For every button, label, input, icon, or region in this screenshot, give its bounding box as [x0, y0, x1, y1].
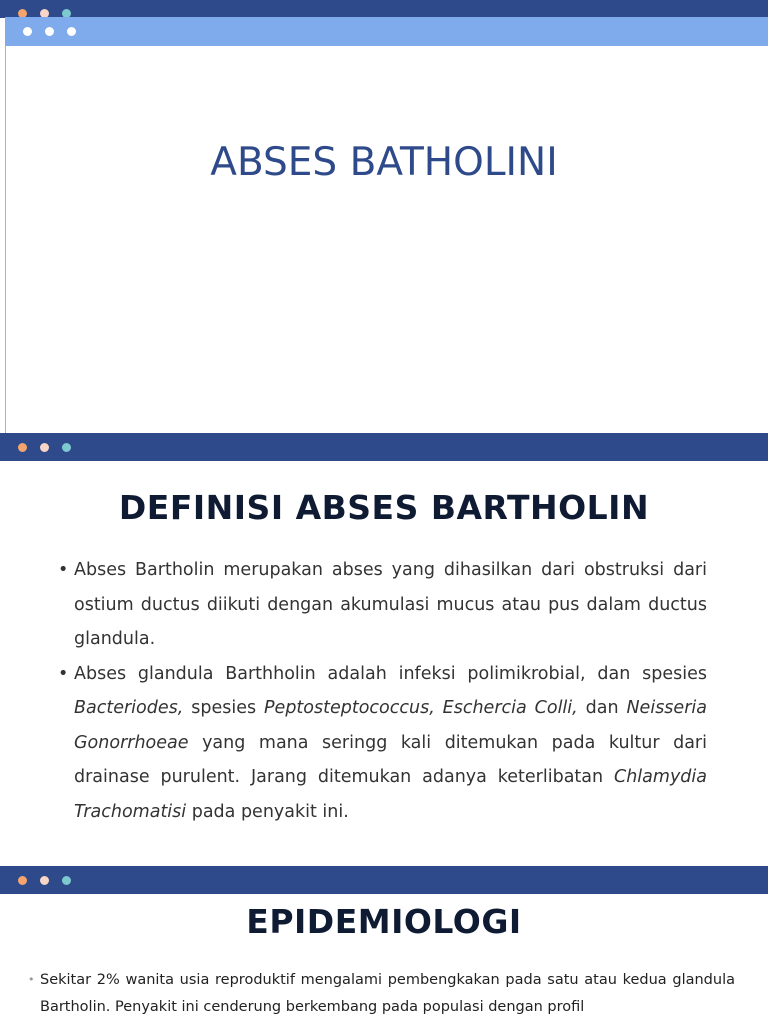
slide-title	[0, 0, 768, 433]
bullet-list	[58, 553, 707, 829]
bullet-text: Abses Bartholin merupakan abses yang dihasilkan dari obstruksi dari ostium ductus diikuti dengan akumulasi mucus atau pus dalam ductus glandula.	[74, 560, 707, 649]
slide-heading: DEFINISI ABSES BARTHOLIN	[118, 488, 650, 527]
slide-heading: EPIDEMIOLOGI	[246, 902, 522, 941]
italic-term: Chlamydia Trachomatisi	[74, 767, 707, 822]
slide-definition	[0, 433, 768, 866]
bullet-text: spesies	[183, 698, 264, 718]
bullet-text: pada penyakit ini.	[186, 801, 349, 822]
white-dot-icon	[23, 27, 32, 36]
white-dot-icon	[45, 27, 54, 36]
italic-term: Bacteriodes,	[74, 698, 184, 718]
bullet-list	[28, 967, 735, 1020]
bullet-text: Abses glandula Barthholin adalah infeksi polimikrobial, dan spesies	[74, 663, 707, 684]
slide-top-band	[0, 866, 768, 894]
slide-title-text: ABSES BATHOLINI	[210, 140, 558, 185]
bullet-item	[58, 553, 707, 657]
slide-top-band	[0, 0, 768, 18]
slide-epidemiology	[0, 866, 768, 1024]
bullet-dot-icon: •	[58, 560, 69, 580]
bullet-text: dan	[577, 698, 627, 718]
italic-term: Neisseria Gonorrhoeae	[74, 698, 707, 753]
italic-term: Peptosteptococcus, Eschercia Colli,	[264, 698, 578, 718]
teal-dot-icon	[62, 876, 71, 885]
slide-header-bar	[5, 17, 768, 46]
slide-top-band	[0, 433, 768, 461]
pink-dot-icon	[40, 876, 49, 885]
white-dot-icon	[67, 27, 76, 36]
bullet-dot-icon: •	[58, 663, 69, 684]
orange-dot-icon	[18, 443, 27, 452]
bullet-item	[28, 967, 735, 1020]
bullet-dot-icon: •	[28, 973, 35, 986]
bullet-text: Sekitar 2% wanita usia reproduktif mengalami pembengkakan pada satu atau kedua glandula Bartholin. Penyakit ini cenderung berkembang pada populasi dengan profil	[40, 972, 735, 1015]
teal-dot-icon	[62, 443, 71, 452]
orange-dot-icon	[18, 876, 27, 885]
pink-dot-icon	[40, 443, 49, 452]
bullet-item	[58, 657, 707, 830]
bullet-text: yang mana seringg kali ditemukan pada kultur dari drainase purulent. Jarang ditemukan adanya keterlibatan	[74, 732, 707, 787]
slide-left-border	[5, 46, 6, 433]
